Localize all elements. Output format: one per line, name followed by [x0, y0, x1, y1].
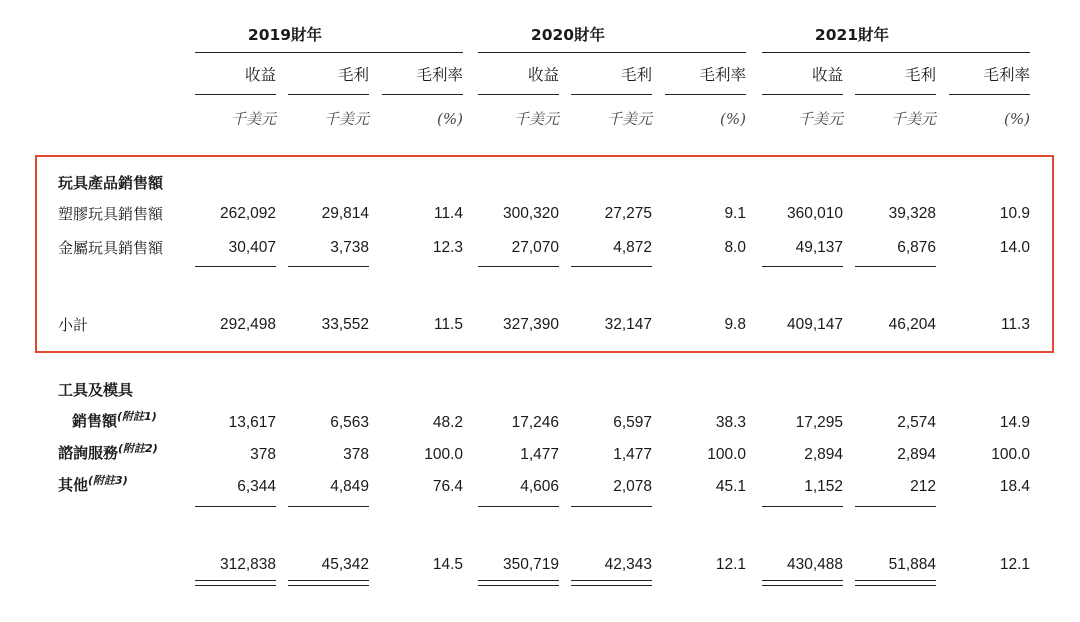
table-cell: 17,246 [511, 414, 559, 431]
table-cell: 12.1 [999, 556, 1030, 573]
subtotal-rule [762, 266, 843, 267]
total-rule [195, 506, 276, 507]
table-cell: 27,070 [511, 239, 559, 256]
row-label-text: 諮詢服務 [58, 444, 119, 462]
unit-label: 千美元 [230, 110, 276, 128]
table-cell: 300,320 [502, 205, 559, 222]
total-double-rule [195, 580, 276, 586]
unit-label: 千美元 [513, 110, 559, 128]
table-cell: 9.1 [724, 205, 746, 222]
table-cell: 409,147 [786, 316, 843, 333]
year-rule-2020 [478, 52, 746, 53]
year-header-2019: 2019財年 [247, 26, 323, 44]
col-header-gross-profit: 毛利 [904, 66, 936, 84]
col-header-margin: 毛利率 [699, 66, 746, 84]
total-double-rule [478, 580, 559, 586]
col-header-margin: 毛利率 [983, 66, 1030, 84]
table-cell: 360,010 [786, 205, 843, 222]
table-cell: 14.0 [999, 239, 1030, 256]
table-cell: 4,849 [330, 478, 369, 495]
year-rule-2021 [762, 52, 1030, 53]
unit-label: (%) [437, 110, 463, 128]
total-double-rule [762, 580, 843, 586]
total-rule [288, 506, 369, 507]
table-cell: 9.8 [724, 316, 746, 333]
table-cell: 42,343 [604, 556, 652, 573]
total-double-rule [855, 580, 936, 586]
row-label-subtotal: 小計 [58, 316, 89, 334]
table-cell: 6,344 [237, 478, 276, 495]
table-cell: 39,328 [888, 205, 936, 222]
table-cell: 2,078 [613, 478, 652, 495]
table-cell: 11.3 [1000, 316, 1030, 333]
unit-label: 千美元 [890, 110, 936, 128]
table-cell: 49,137 [795, 239, 843, 256]
total-rule [762, 506, 843, 507]
table-cell: 45,342 [321, 556, 369, 573]
table-cell: 51,884 [888, 556, 936, 573]
table-cell: 48.2 [432, 414, 463, 431]
row-label-consulting [58, 444, 158, 462]
table-cell: 32,147 [604, 316, 652, 333]
col-header-gross-profit: 毛利 [620, 66, 652, 84]
row-label-text: 銷售額 [72, 412, 118, 430]
table-cell: 100.0 [424, 446, 463, 463]
col-rule [665, 94, 746, 95]
subtotal-rule [571, 266, 652, 267]
table-cell: 378 [250, 446, 276, 463]
table-cell: 12.3 [432, 239, 463, 256]
table-cell: 45.1 [715, 478, 746, 495]
table-cell: 312,838 [219, 556, 276, 573]
row-label-others [58, 476, 128, 494]
table-cell: 8.0 [724, 239, 746, 256]
table-cell: 430,488 [786, 556, 843, 573]
footnote-ref: (附註3) [88, 474, 128, 487]
col-rule [478, 94, 559, 95]
table-cell: 2,894 [804, 446, 843, 463]
col-rule [855, 94, 936, 95]
table-cell: 30,407 [228, 239, 276, 256]
col-rule [762, 94, 843, 95]
table-cell: 1,477 [613, 446, 652, 463]
col-rule [195, 94, 276, 95]
table-cell: 1,477 [520, 446, 559, 463]
table-cell: 2,574 [897, 414, 936, 431]
table-cell: 212 [910, 478, 936, 495]
year-rule-2019 [195, 52, 463, 53]
table-cell: 76.4 [432, 478, 463, 495]
unit-label: 千美元 [606, 110, 652, 128]
unit-label: 千美元 [797, 110, 843, 128]
col-header-gross-profit: 毛利 [337, 66, 369, 84]
total-double-rule [288, 580, 369, 586]
table-cell: 262,092 [219, 205, 276, 222]
table-cell: 4,872 [613, 239, 652, 256]
table-cell: 27,275 [604, 205, 652, 222]
table-cell: 3,738 [330, 239, 369, 256]
total-double-rule [571, 580, 652, 586]
section-title-tools: 工具及模具 [58, 381, 134, 399]
table-cell: 46,204 [888, 316, 936, 333]
footnote-ref: (附註2) [118, 442, 158, 455]
row-label-tools-sales [72, 412, 157, 430]
row-label-metal-toys: 金屬玩具銷售額 [58, 239, 164, 257]
table-cell: 6,876 [897, 239, 936, 256]
table-cell: 4,606 [520, 478, 559, 495]
table-cell: 29,814 [321, 205, 369, 222]
row-label-text: 其他 [58, 476, 89, 494]
table-cell: 1,152 [804, 478, 843, 495]
footnote-ref: (附註1) [117, 410, 157, 423]
year-header-2021: 2021財年 [814, 26, 890, 44]
table-cell: 13,617 [228, 414, 276, 431]
col-header-margin: 毛利率 [416, 66, 463, 84]
table-cell: 10.9 [999, 205, 1030, 222]
table-cell: 18.4 [999, 478, 1030, 495]
table-cell: 14.9 [999, 414, 1030, 431]
subtotal-rule [478, 266, 559, 267]
subtotal-rule [195, 266, 276, 267]
subtotal-rule [288, 266, 369, 267]
table-cell: 100.0 [707, 446, 746, 463]
table-cell: 11.5 [433, 316, 463, 333]
total-rule [478, 506, 559, 507]
table-cell: 11.4 [433, 205, 463, 222]
table-cell: 14.5 [432, 556, 463, 573]
row-label-plastic-toys: 塑膠玩具銷售額 [58, 205, 164, 223]
unit-label: (%) [1004, 110, 1030, 128]
col-header-revenue: 收益 [527, 66, 559, 84]
table-cell: 327,390 [502, 316, 559, 333]
table-cell: 6,563 [330, 414, 369, 431]
table-cell: 38.3 [715, 414, 746, 431]
unit-label: 千美元 [323, 110, 369, 128]
table-cell: 292,498 [219, 316, 276, 333]
table-cell: 350,719 [502, 556, 559, 573]
table-cell: 378 [343, 446, 369, 463]
total-rule [855, 506, 936, 507]
col-rule [288, 94, 369, 95]
col-rule [571, 94, 652, 95]
col-header-revenue: 收益 [811, 66, 843, 84]
year-header-2020: 2020財年 [530, 26, 606, 44]
subtotal-rule [855, 266, 936, 267]
col-header-revenue: 收益 [244, 66, 276, 84]
col-rule [949, 94, 1030, 95]
table-cell: 6,597 [613, 414, 652, 431]
unit-label: (%) [720, 110, 746, 128]
col-rule [382, 94, 463, 95]
table-cell: 33,552 [321, 316, 369, 333]
table-cell: 2,894 [897, 446, 936, 463]
total-rule [571, 506, 652, 507]
table-cell: 12.1 [715, 556, 746, 573]
table-cell: 100.0 [991, 446, 1030, 463]
table-cell: 17,295 [795, 414, 843, 431]
section-title-toys: 玩具產品銷售額 [58, 174, 164, 192]
